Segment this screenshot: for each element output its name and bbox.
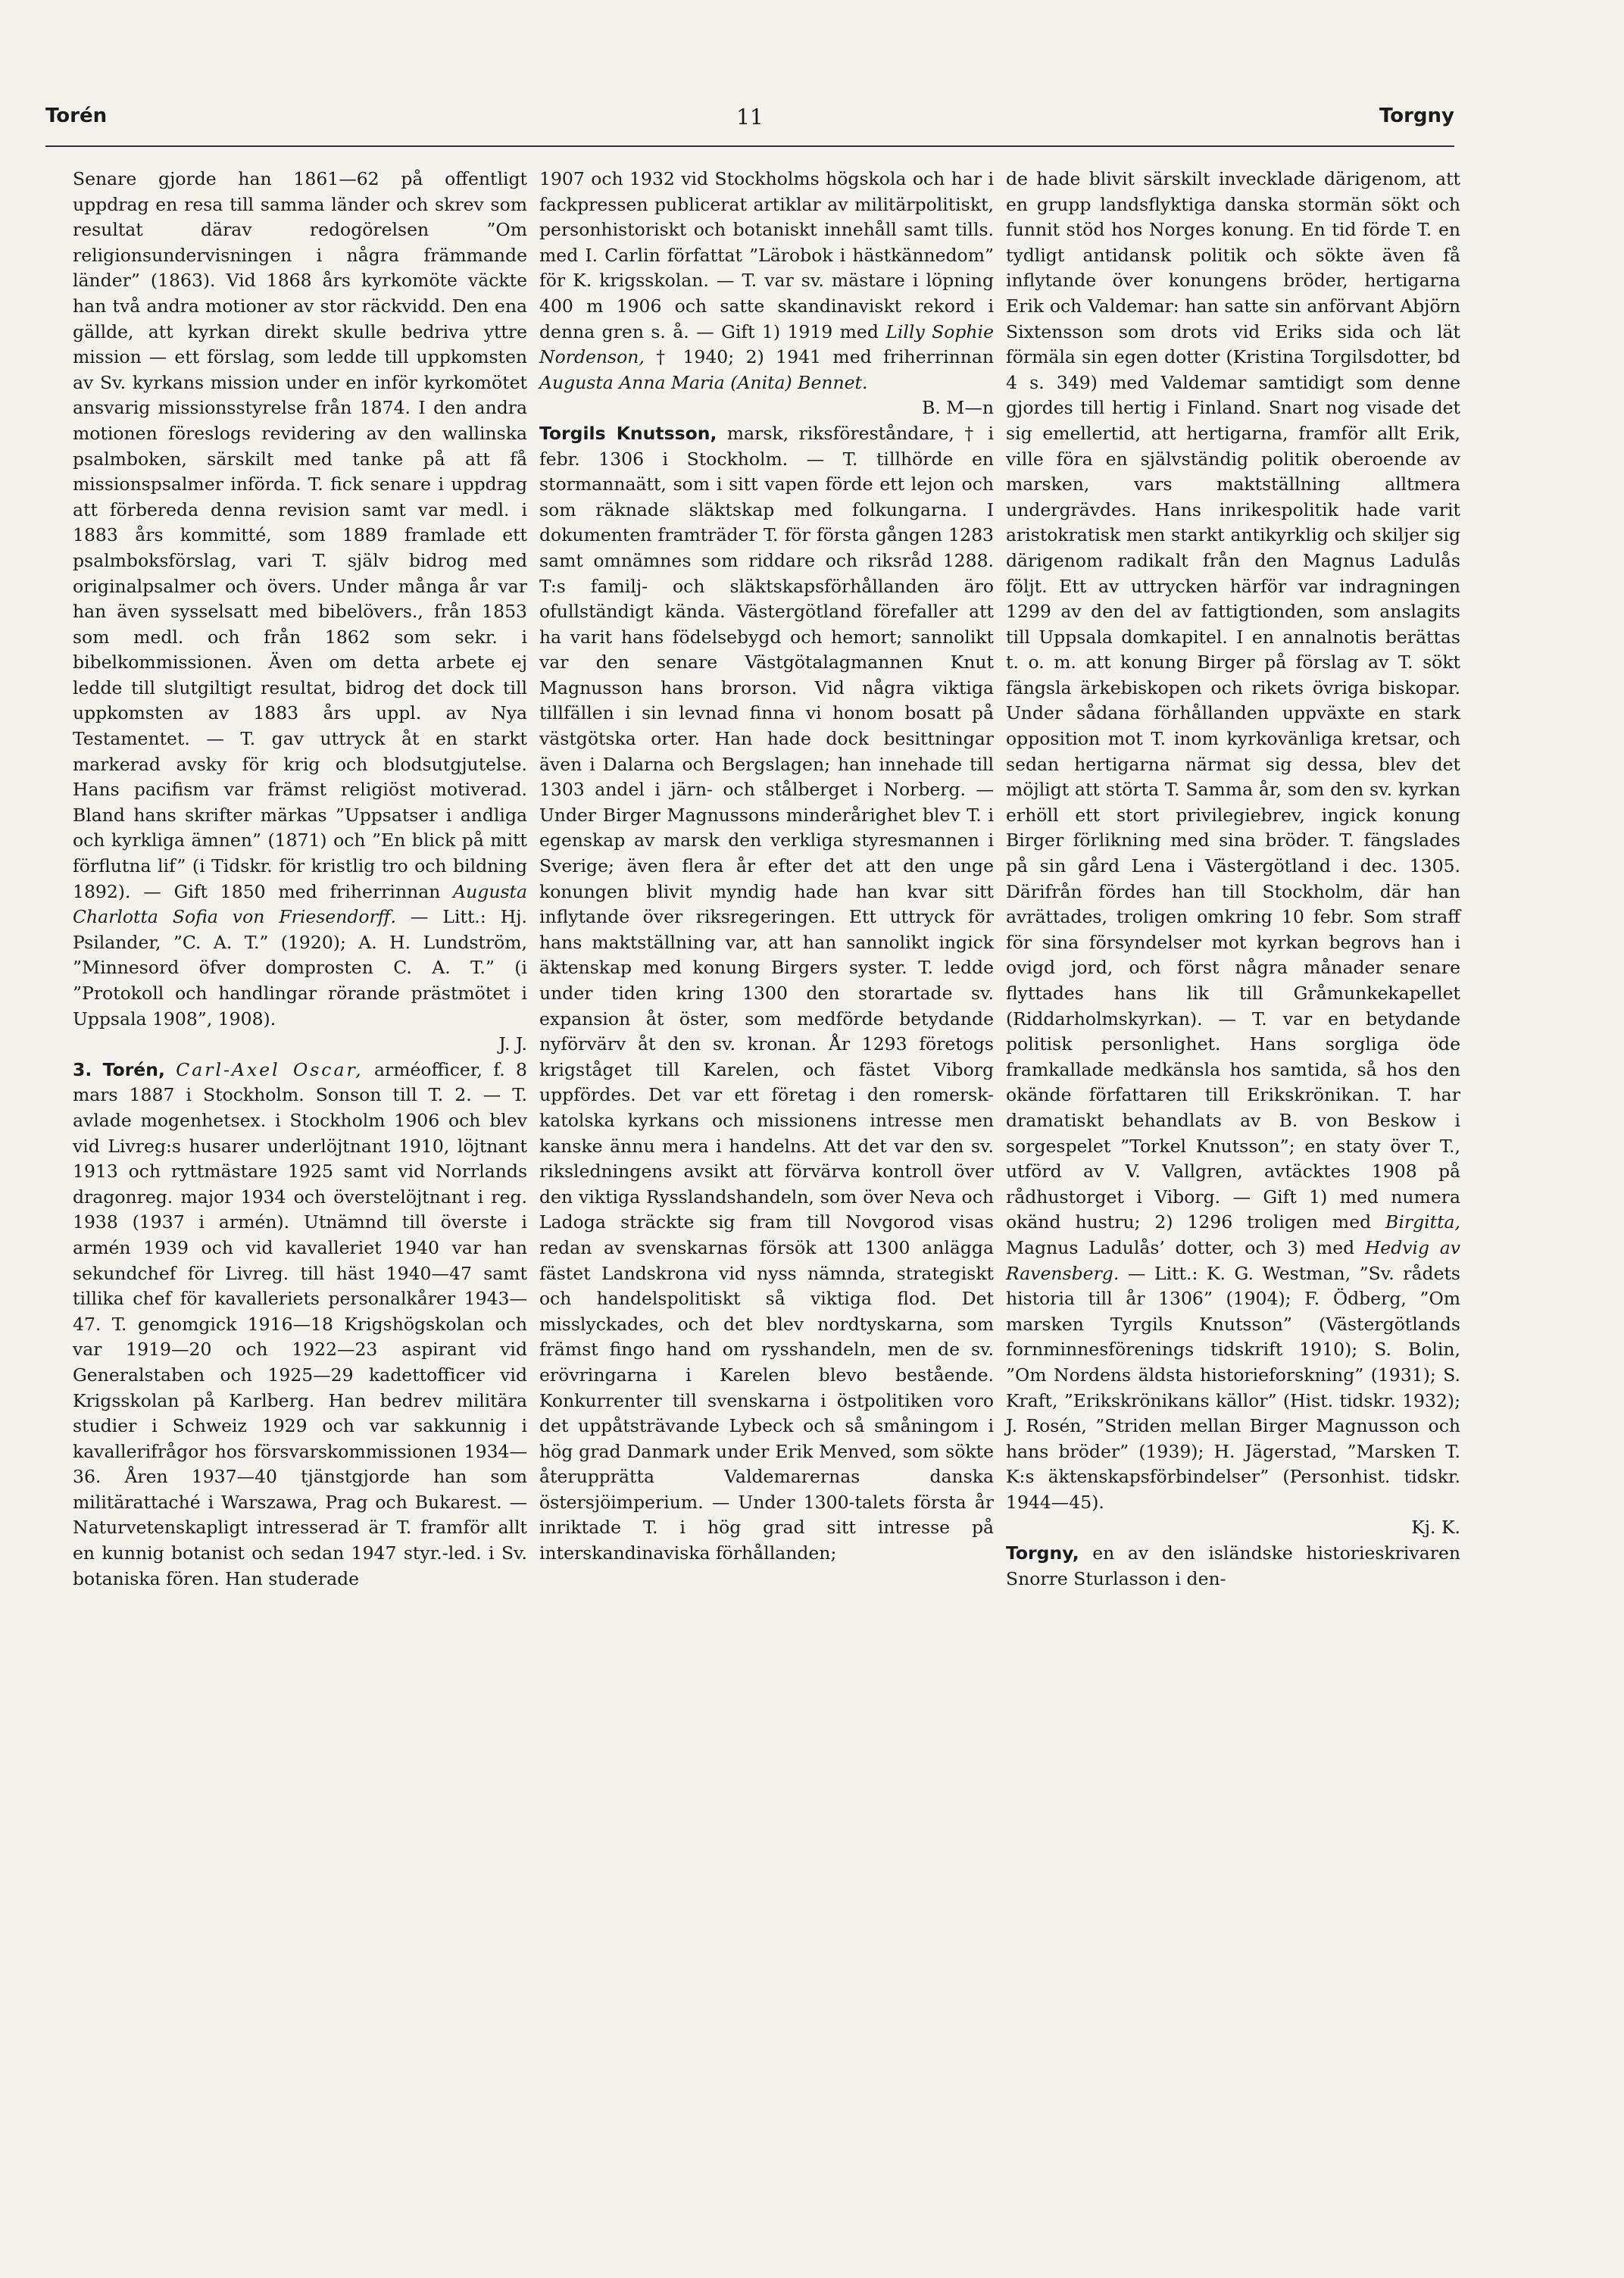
entry-text: en av den isländske historieskrivaren Snorre Sturlasson i den-	[1006, 1542, 1460, 1589]
entry-text	[73, 167, 527, 1058]
entry-text: marsk, riksföreståndare, † i febr. 1306 i Stockholm. — T. tillhörde en stormannaätt, som i sitt vapen förde ett lejon och som räknade släktskap med folkungarna. I dokumenten framträder T. för första gången 1283 samt omnämnes som riddare och riksråd 1288. T:s familj- och släktskapsförhållanden äro ofullständigt kända. Västergötland förefaller att ha varit hans födelsebygd och hemort; sannolikt var den senare Västgötalagmannen Knut Magnusson hans brorson. Vid några viktiga tillfällen i sin levnad finna vi honom bosatt på västgötska orter. Han hade dock besittningar även i Dalarna och Bergslagen; han innehade till 1303 andel i järn- och stålberget i Norberg. — Under Birger Magnussons minderårighet blev T. i egenskap av marsk den verkliga styresmannen i Sverige; även flera år efter det att den unge konungen blivit myndig hade han kvar sitt inflytande över riksregeringen. Ett uttryck för hans maktställning var, att han sannolikt ingick äktenskap med konung Birgers syster. T. ledde under tiden kring 1300 den storartade sv. expansion åt öster, som medförde betydande nyförvärv åt den sv. kronan. År 1293 företogs krigståget till Karelen, och fästet Viborg uppfördes. Det var ett företag i den romersk-katolska kyrkans och missionens intresse men kanske ännu mera i handelns. Att det var den sv. riksledningens avsikt att förvärva kontroll över den viktiga Rysslandshandeln, som över Neva och Ladoga sträckte sig fram till Novgorod visas redan av svenskarnas försök att 1300 anlägga fästet Landskrona vid nyss nämnda, strategiskt och handelspolitiskt så viktiga flod. Det misslyckades, och det blev nordtyskarna, som främst fingo hand om rysshandeln, men de sv. erövringarna i Karelen blevo bestående. Konkurrenter till svenskarna i östpolitiken voro det uppåtsträvande Lybeck och så småningom i hög grad Danmark under Erik Menved, som sökte återupprätta Valdemarernas danska östersjöimperium. — Under 1300-talets första år inriktade T. i hög grad sitt intresse på interskandinaviska förhållanden;	[539, 422, 994, 1564]
spouse-name: Augusta Anna Maria (Anita) Bennet.	[539, 371, 868, 393]
entry-number: 3.	[73, 1058, 92, 1080]
paragraph-text: † 1940; 2) 1941 med friherrinnan	[644, 346, 994, 368]
author-signature: B. M—n	[922, 397, 994, 419]
entry-given-name: Carl-Axel Oscar,	[176, 1058, 364, 1080]
running-head-right: Torgny	[1379, 105, 1454, 127]
author-signature: J. J.	[498, 1033, 527, 1055]
entry-text	[1006, 167, 1460, 1541]
entry-torgny	[1006, 1541, 1460, 1592]
entry-torgils-knutsson	[539, 421, 994, 1567]
literature-text: — Litt.: Hj. Psilander, ”C. A. T.” (1920); A. H. Lundström, ”Minnesord öfver domprosten C. A. T.” (i ”Protokoll och handlingar rörande prästmötet i Uppsala 1908”, 1908).	[73, 906, 527, 1030]
spouse-name: Lilly Sophie Nordenson,	[539, 320, 994, 368]
column-3	[1006, 167, 1460, 1592]
spouse-name: Hedvig av Ravensberg.	[1006, 1236, 1460, 1284]
entry-headword: Torgny,	[1006, 1542, 1079, 1564]
paragraph-text: Senare gjorde han 1861—62 på offentligt uppdrag en resa till samma länder och skrev som resultat därav redogörelsen ”Om religionsundervisningen i några främmande länder” (1863). Vid 1868 års kyrkomöte väckte han två andra motioner av stor räckvidd. Den ena gällde, att kyrkan direkt skulle bedriva yttre mission — ett förslag, som ledde till uppkomsten av Sv. kyrkans mission under en inför kyrkomötet ansvarig missionsstyrelse från 1874. I den andra motionen föreslogs revidering av den wallinska psalmboken, särskilt med tanke på att få missionspsalmer införda. T. fick senare i uppdrag att förbereda denna revision samt var medl. i 1883 års kommitté, som 1889 framlade ett psalmboksförslag, vari T. själv bidrog med originalpsalmer och övers. Under många år var han även sysselsatt med bibelövers., från 1853 som medl. och från 1862 som sekr. i bibelkommissionen. Även om detta arbete ej ledde till slutgiltigt resultat, bidrog det dock till uppkomsten av 1883 års uppl. av Nya Testamentet. — T. gav uttryck åt en starkt markerad avsky för krig och blodsutgjutelse. Hans pacifism var främst religiöst motiverad. Bland hans skrifter märkas ”Uppsatser i andliga och kyrkliga ämnen” (1871) och ”En blick på mitt förflutna lif” (i Tidskr. för kristlig tro och bildning 1892). — Gift 1850 med friherrinnan	[73, 168, 527, 902]
paragraph-text: de hade blivit särskilt invecklade därigenom, att en grupp landsflyktiga danska stormän sökt och funnit stöd hos Norges konung. En tid förde T. en tydligt antidansk politik och sökte även få inflytande över konungens bröder, hertigarna Erik och Valdemar: han satte sin anförvant Abjörn Sixtensson som drots vid Eriks sida och lät förmäla sin egen dotter (Kristina Torgilsdotter, bd 4 s. 349) med Valdemar samtidigt som denne gjordes till hertig i Finland. Snart nog visade det sig emellertid, att hertigarna, framför allt Erik, ville föra en självständig politik oberoende av marsken, vars maktställning alltmera undergrävdes. Hans inrikespolitik hade varit aristokratisk men starkt antikyrklig och skiljer sig därigenom radikalt från den Magnus Ladulås följt. Ett av uttrycken härför var indragningen 1299 av den del av fattigtionden, som anslagits till Uppsala domkapitel. I en annalnotis berättas t. o. m. att konung Birger på förslag av T. sökt fängsla ärkebiskopen och rikets övriga biskopar. Under sådana förhållanden uppväxte en stark opposition mot T. inom kyrkovänliga kretsar, och sedan hertigarna närmat sig dessa, blev det möjligt att störta T. Samma år, som den sv. kyrkan erhöll ett stort privilegiebrev, ingick konung Birger förlikning med sina bröder. T. fängslades på sin gård Lena i Västergötland i dec. 1305. Därifrån fördes han till Stockholm, där han avrättades, troligen omkring 10 febr. Som straff för sina försyndelser mot kyrkan begrovs han i ovigd jord, och först några månader senare flyttades hans lik till Gråmunkekapellet (Riddarholmskyrkan). — T. var en betydande politisk personlighet. Hans sorgliga öde framkallade medkänsla hos samtida, så hos den okände författaren till Erikskrönikan. T. har dramatiskt behandlats av B. von Beskow i sorgespelet ”Torkel Knutsson”; en staty över T., utförd av V. Vallgren, avtäcktes 1908 på rådhustorget i Viborg. — Gift 1) med numera okänd hustru; 2) 1296 troligen med	[1006, 168, 1460, 1233]
page-number: 11	[736, 105, 764, 130]
entry-toren-3	[73, 1058, 527, 1592]
column-2	[539, 167, 994, 1567]
running-head-left: Torén	[45, 105, 108, 127]
author-signature: Kj. K.	[1411, 1517, 1460, 1539]
entry-text	[539, 167, 994, 421]
page-header	[45, 105, 1454, 135]
spouse-name: Augusta Charlotta Sofia von Friesendorff.	[73, 880, 527, 928]
entry-headword: Torgils Knutsson,	[539, 422, 717, 444]
entry-headword: Torén,	[102, 1058, 165, 1080]
column-1	[73, 167, 527, 1592]
literature-text: — Litt.: K. G. Westman, ”Sv. rådets historia till år 1306” (1904); F. Ödberg, ”Om marsken Tyrgils Knutsson” (Västergötlands fornminnesförenings tidskrift 1910); S. Bolin, ”Om Nordens äldsta historieforskning” (1931); S. Kraft, ”Erikskrönikans källor” (Hist. tidskr. 1932); J. Rosén, ”Striden mellan Birger Magnusson och hans bröder” (1939); H. Jägerstad, ”Marsken T. K:s äktenskapsförbindelser” (Personhist. tidskr. 1944—45).	[1006, 1262, 1460, 1513]
entry-text: arméofficer, f. 8 mars 1887 i Stockholm. Sonson till T. 2. — T. avlade mogenhetsex. i Stockholm 1906 och blev vid Livreg:s husarer underlöjtnant 1910, löjtnant 1913 och ryttmästare 1925 samt vid Norrlands dragonreg. major 1934 och överstelöjtnant i reg. 1938 (1937 i armén). Utnämnd till överste i armén 1939 och vid kavalleriet 1940 var han sekundchef för Livreg. till häst 1940—47 samt tillika chef för kavalleriets personalkårer 1943—47. T. genomgick 1916—18 Krigshögskolan och var 1919—20 och 1922—23 aspirant vid Generalstaben och 1925—29 kadettofficer vid Krigsskolan på Karlberg. Han bedrev militära studier i Schweiz 1929 och var sakkunnig i kavallerifrågor hos försvarskommissionen 1934—36. Åren 1937—40 tjänstgjorde han som militärattaché i Warszawa, Prag och Bukarest. — Naturvetenskapligt intresserad är T. framför allt en kunnig botanist och sedan 1947 styr.-led. i Sv. botaniska fören. Han studerade	[73, 1058, 527, 1589]
spouse-name: Birgitta,	[1385, 1211, 1460, 1233]
paragraph-text: Magnus Ladulås’ dotter, och 3) med	[1006, 1236, 1355, 1258]
header-rule	[45, 145, 1454, 147]
paragraph-text: 1907 och 1932 vid Stockholms högskola och har i fackpressen publicerat artiklar av militärpolitiskt, personhistoriskt och botaniskt innehåll samt tills. med I. Carlin författat ”Lärobok i hästkännedom” för K. krigsskolan. — T. var sv. mästare i löpning 400 m 1906 och satte skandinaviskt rekord i denna gren s. å. — Gift 1) 1919 med	[539, 168, 994, 342]
